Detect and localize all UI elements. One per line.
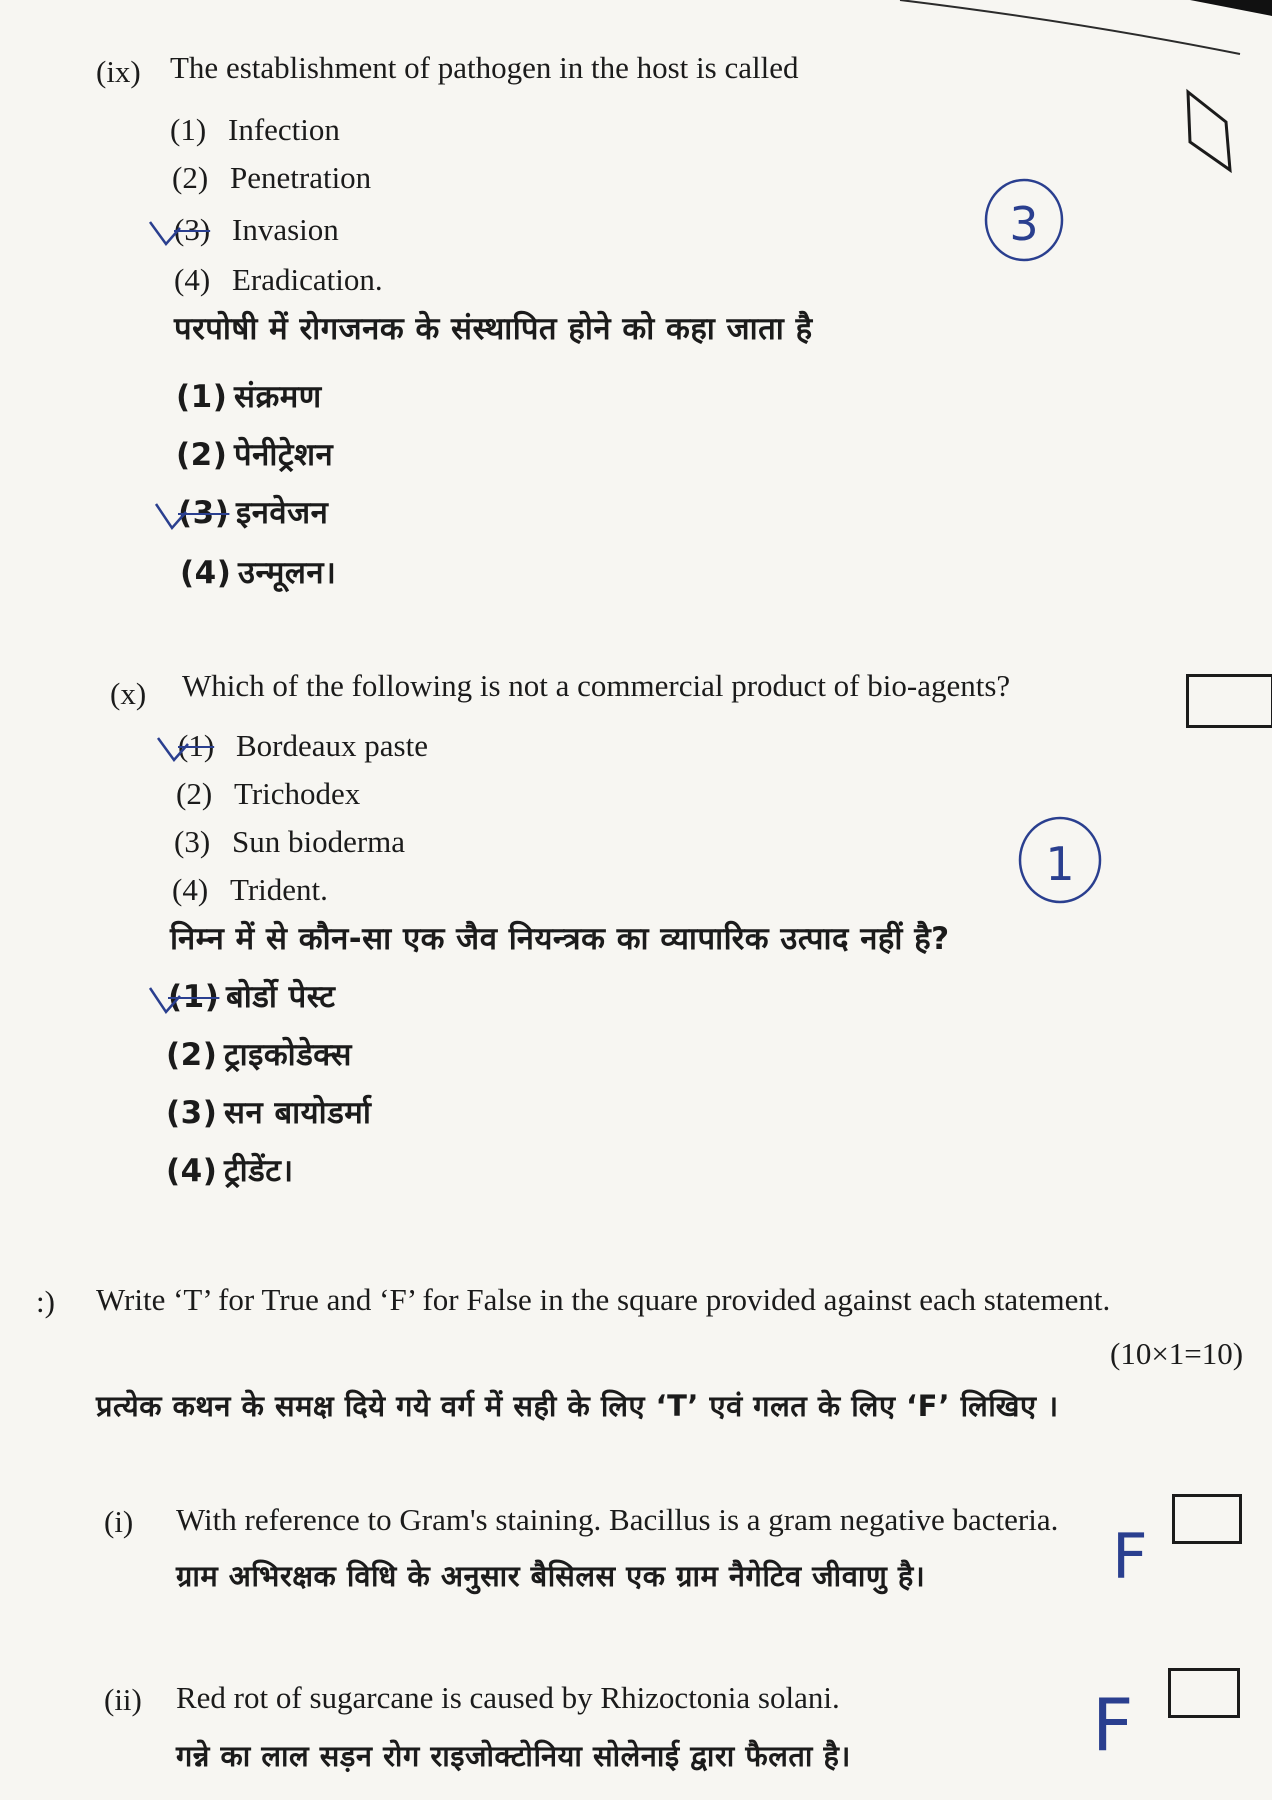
handwritten-answer-statement-i: F (1112, 1520, 1148, 1593)
q10-option-en-2: (2) Trichodex (176, 776, 361, 811)
statement-ii-number: (ii) (104, 1682, 142, 1717)
answer-box-q9 (1188, 92, 1230, 170)
q9-option-hi-1: (1) संक्रमण (176, 379, 322, 415)
q10-option-en-3: (3) Sun bioderma (174, 824, 406, 859)
q9-option-hi-4: (4) उन्मूलन। (180, 555, 337, 591)
page-edge-line (900, 0, 1240, 54)
q10-option-hi-2: (2) ट्राइकोडेक्स (166, 1037, 352, 1073)
handwritten-answer-q9: 3 (1009, 197, 1039, 251)
question-ix-text-hi: परपोषी में रोगजनक के संस्थापित होने को कहा जाता है (174, 311, 813, 347)
statement-i-number: (i) (104, 1504, 134, 1539)
q10-option-hi-4: (4) ट्रीडेंट। (166, 1153, 294, 1189)
question-ix-text-en: The establishment of pathogen in the host is called (170, 50, 799, 85)
statement-ii-text-hi: गन्ने का लाल सड़न रोग राइजोक्टोनिया सोलेनाई द्वारा फैलता है। (176, 1739, 851, 1773)
section-c-instruction-en: Write ‘T’ for True and ‘F’ for False in the square provided against each statement. (96, 1282, 1111, 1317)
q9-option-en-2: (2) Penetration (172, 160, 372, 195)
statement-i-text-hi: ग्राम अभिरक्षक विधि के अनुसार बैसिलस एक ग्राम नैगेटिव जीवाणु है। (176, 1559, 926, 1593)
answer-box-statement-i[interactable] (1172, 1494, 1242, 1544)
answer-box-statement-ii[interactable] (1168, 1668, 1240, 1718)
question-x-number: (x) (110, 676, 147, 711)
handwritten-answer-statement-ii: F (1092, 1683, 1134, 1767)
q10-option-en-1: (1) Bordeaux paste (178, 728, 428, 763)
question-x-text-en: Which of the following is not a commercial product of bio-agents? (182, 668, 1011, 703)
question-x-text-hi: निम्न में से कौन-सा एक जैव नियन्त्रक का व्यापारिक उत्पाद नहीं है? (170, 921, 950, 957)
q9-option-en-4: (4) Eradication. (174, 262, 383, 297)
q10-option-hi-3: (3) सन बायोडर्मा (166, 1095, 372, 1131)
handwritten-answer-q10: 1 (1045, 837, 1075, 891)
q9-option-hi-3: (3) इनवेजन (178, 495, 329, 531)
q9-option-hi-2: (2) पेनीट्रेशन (176, 437, 334, 473)
statement-ii-text-en: Red rot of sugarcane is caused by Rhizoctonia solani. (176, 1680, 840, 1715)
section-c-label: :) (36, 1284, 55, 1319)
q9-option-en-1: (1) Infection (170, 112, 340, 147)
answer-circle-q9 (986, 180, 1062, 260)
question-ix-number: (ix) (96, 54, 141, 89)
q10-option-en-4: (4) Trident. (172, 872, 328, 907)
section-c-marks: (10×1=10) (1110, 1336, 1244, 1371)
answer-circle-q10 (1020, 818, 1100, 902)
answer-box-q10[interactable] (1186, 674, 1272, 728)
q10-option-hi-1: (1) बोर्डो पेस्ट (168, 979, 336, 1015)
page-corner-shadow (1190, 0, 1272, 16)
statement-i-text-en: With reference to Gram's staining. Bacillus is a gram negative bacteria. (176, 1502, 1059, 1537)
section-c-instruction-hi: प्रत्येक कथन के समक्ष दिये गये वर्ग में सही के लिए ‘T’ एवं गलत के लिए ‘F’ लिखिए । (96, 1389, 1059, 1423)
q9-option-en-3: (3) Invasion (174, 212, 339, 247)
